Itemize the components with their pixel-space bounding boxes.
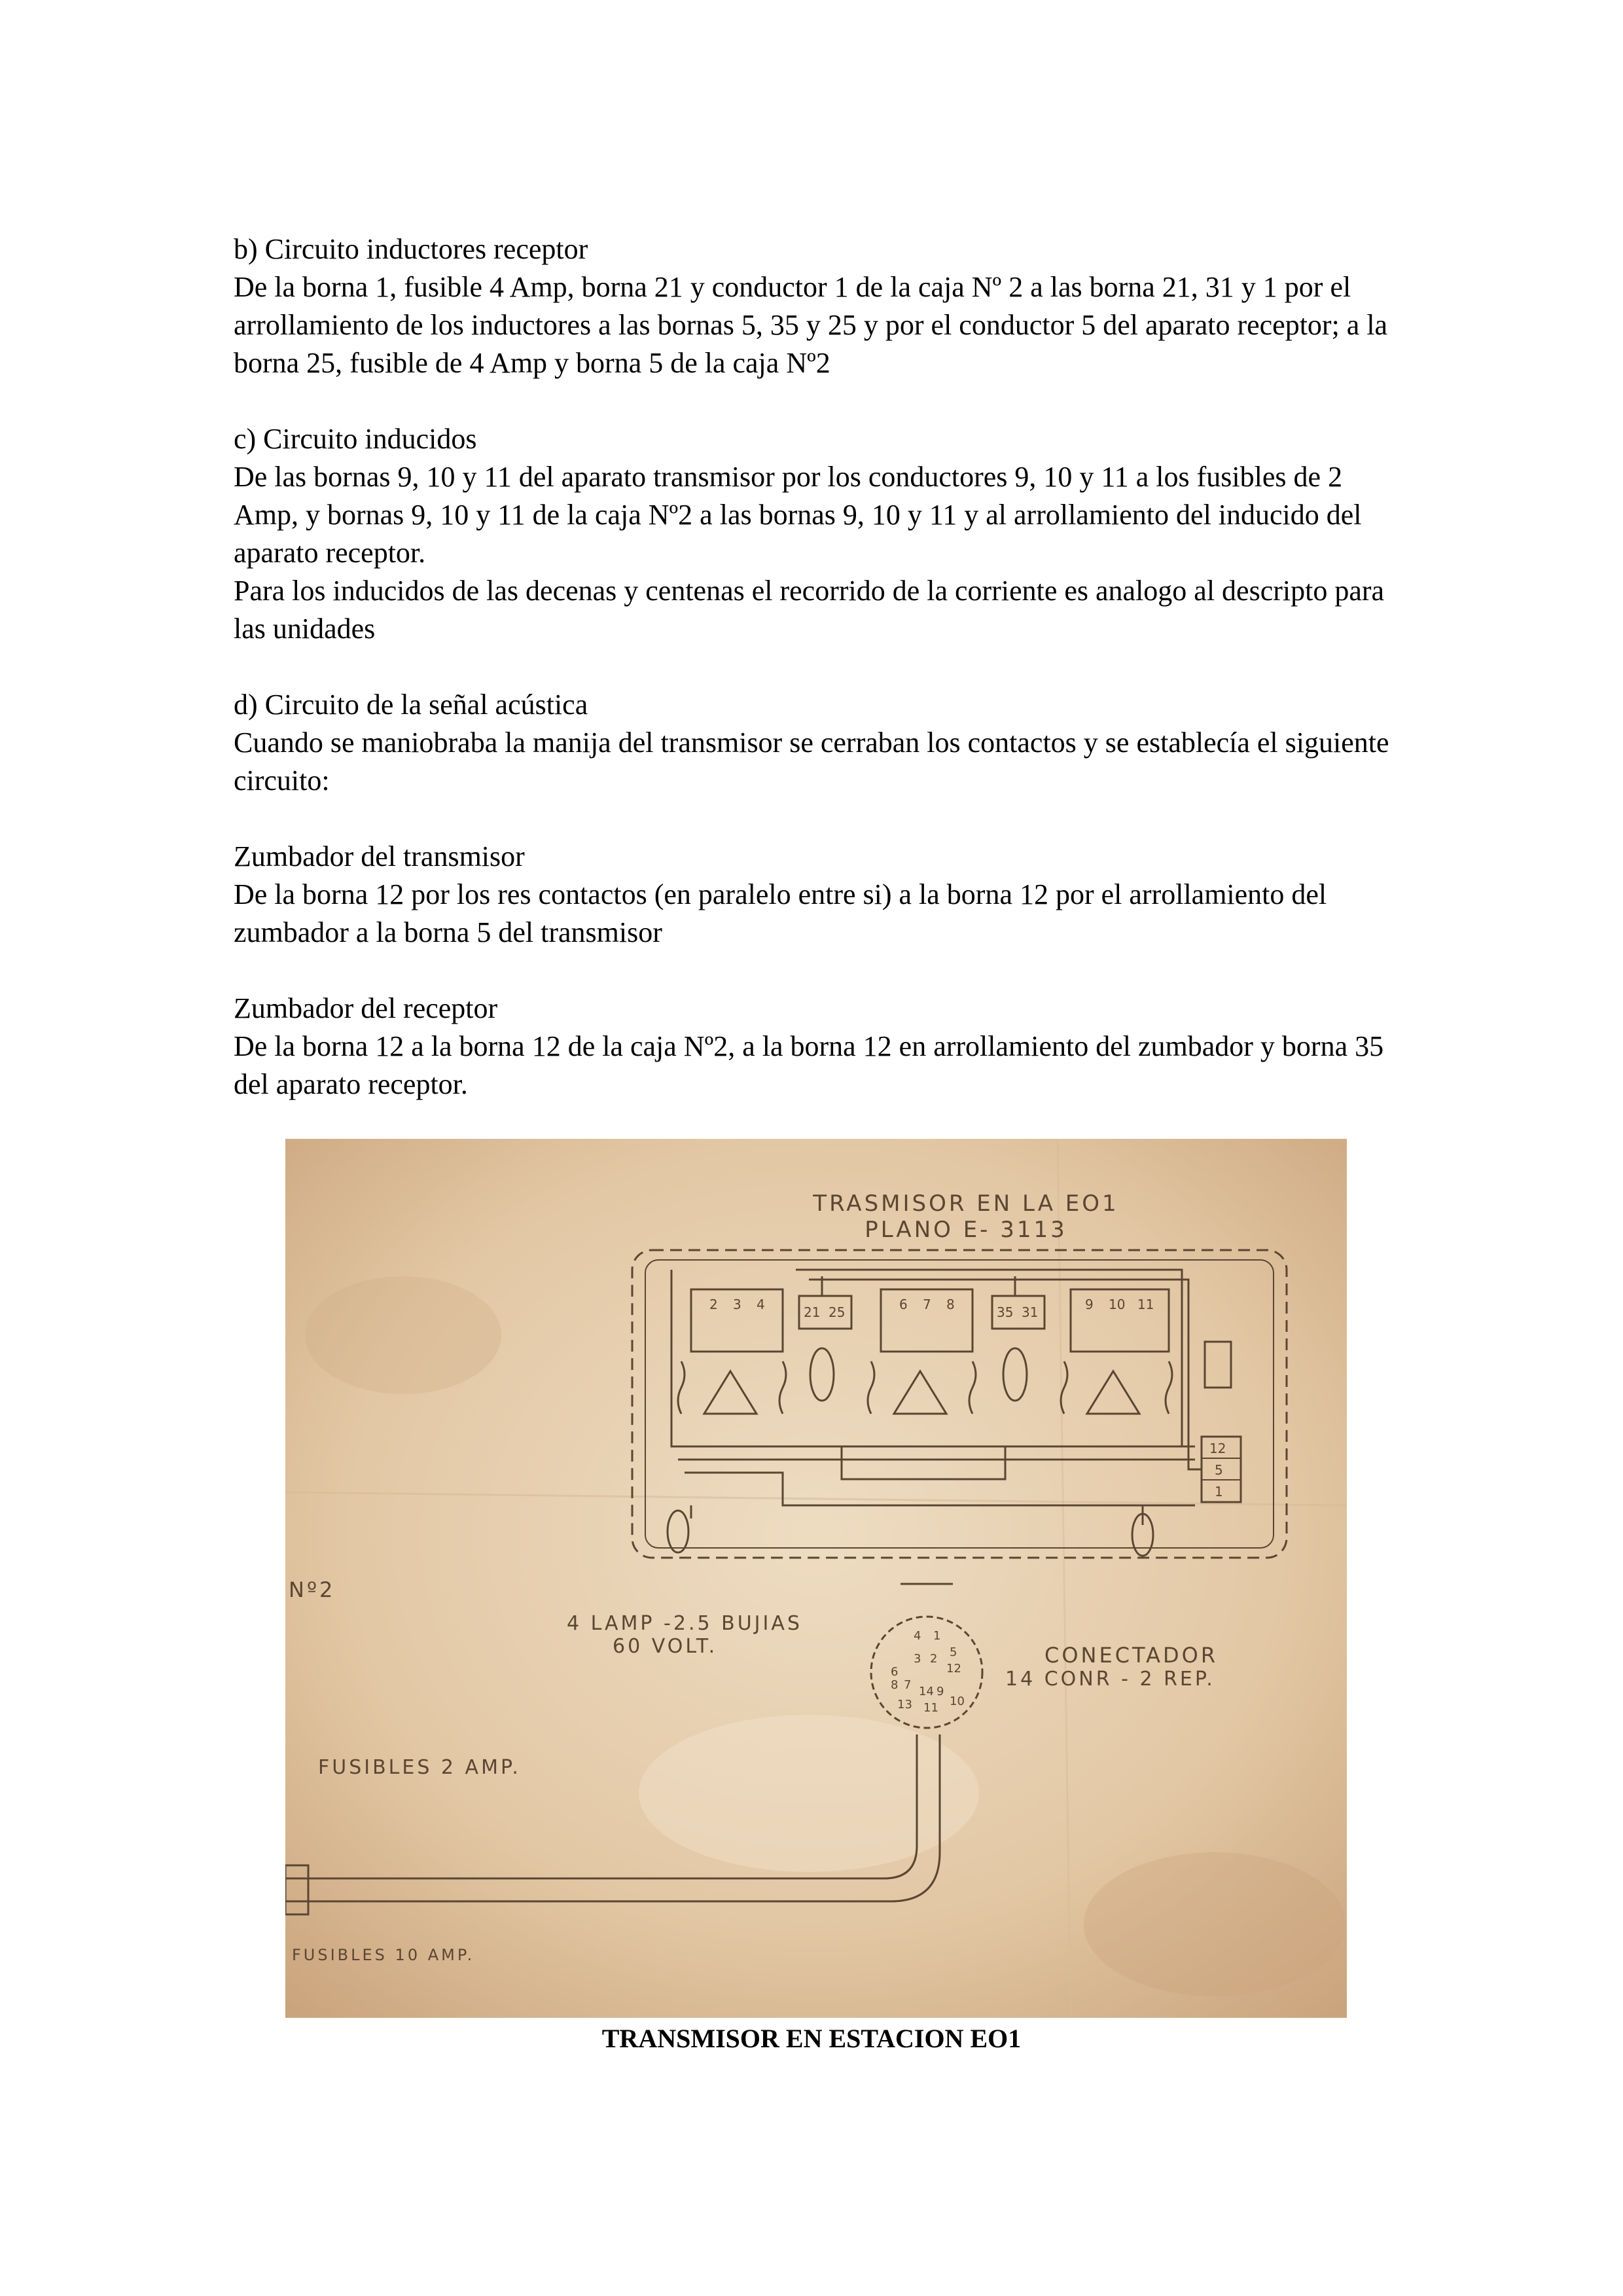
body-text bbox=[234, 230, 1412, 1141]
section-paragraph: De las bornas 9, 10 y 11 del aparato transmisor por los conductores 9, 10 y 11 a los fusibles de 2 Amp, y bornas 9, 10 y 11 de la caja Nº2 a las bornas 9, 10 y 11 y al arrollamiento del inducido del aparato receptor. bbox=[234, 461, 1362, 569]
section-inducidos bbox=[234, 420, 1412, 648]
svg-text:10: 10 bbox=[1109, 1297, 1126, 1312]
connector-pin: 8 bbox=[891, 1678, 899, 1692]
paper-stain bbox=[305, 1276, 501, 1394]
connector-label-line1: CONECTADOR bbox=[1044, 1643, 1219, 1668]
label-fuses-10amp: FUSIBLES 10 AMP. bbox=[292, 1946, 475, 1964]
svg-text:2: 2 bbox=[709, 1297, 718, 1312]
section-heading: c) Circuito inducidos bbox=[234, 423, 477, 455]
diagram-plan-number: PLANO E- 3113 bbox=[865, 1217, 1067, 1243]
lamp-spec-line2: 60 VOLT. bbox=[613, 1635, 718, 1658]
section-paragraph: Para los inducidos de las decenas y centenas el recorrido de la corriente es analogo al descripto para las unidades bbox=[234, 575, 1385, 645]
label-fuses-2amp: FUSIBLES 2 AMP. bbox=[318, 1756, 521, 1779]
connector-pin: 4 bbox=[914, 1629, 921, 1643]
svg-text:8: 8 bbox=[946, 1297, 955, 1312]
svg-text:9: 9 bbox=[1085, 1297, 1094, 1312]
connector-pin: 5 bbox=[950, 1645, 957, 1659]
connector-pin: 2 bbox=[930, 1652, 938, 1666]
figure-caption: TRANSMISOR EN ESTACION EO1 bbox=[601, 2024, 1022, 2053]
svg-text:4: 4 bbox=[757, 1297, 765, 1312]
section-heading: Zumbador del receptor bbox=[234, 992, 498, 1024]
connector-pin: 3 bbox=[914, 1652, 921, 1666]
svg-text:12: 12 bbox=[1209, 1441, 1226, 1456]
connector-pin: 1 bbox=[933, 1629, 941, 1643]
label-no2: Nº2 bbox=[289, 1577, 336, 1602]
svg-text:1: 1 bbox=[1215, 1484, 1223, 1499]
lamp-spec-line1: 4 LAMP -2.5 BUJIAS bbox=[567, 1612, 802, 1635]
section-inductores bbox=[234, 230, 1412, 382]
svg-text:3: 3 bbox=[733, 1297, 741, 1312]
connector-pin: 10 bbox=[950, 1695, 965, 1708]
wiring-diagram-svg bbox=[285, 1139, 1347, 2018]
svg-text:25: 25 bbox=[829, 1304, 846, 1320]
section-senal-acustica bbox=[234, 686, 1412, 800]
section-paragraph: De la borna 12 a la borna 12 de la caja Nº2, a la borna 12 en arrollamiento del zumbador y borna 35 del aparato receptor. bbox=[234, 1030, 1384, 1100]
connector-pin: 12 bbox=[946, 1662, 961, 1676]
svg-text:11: 11 bbox=[1137, 1297, 1154, 1312]
section-paragraph: De la borna 1, fusible 4 Amp, borna 21 y conductor 1 de la caja Nº 2 a las borna 21, 31 y 1 por el arrollamiento de los inductores a las bornas 5, 35 y 25 y por el conductor 5 del aparato receptor; a la borna 25, fusible de 4 Amp y borna 5 de la caja Nº2 bbox=[234, 271, 1388, 379]
section-heading: Zumbador del transmisor bbox=[234, 840, 525, 872]
connector-pin: 13 bbox=[897, 1698, 912, 1712]
connector-pin: 7 bbox=[904, 1678, 912, 1692]
section-heading: d) Circuito de la señal acústica bbox=[234, 689, 588, 721]
paper-stain bbox=[1084, 1852, 1346, 1996]
svg-text:35: 35 bbox=[997, 1304, 1014, 1320]
svg-text:31: 31 bbox=[1022, 1304, 1039, 1320]
connector-pin: 11 bbox=[923, 1701, 938, 1715]
section-paragraph: De la borna 12 por los res contactos (en paralelo entre si) a la borna 12 por el arrollamiento del zumbador a la borna 5 del transmisor bbox=[234, 878, 1327, 948]
connector-pin: 9 bbox=[936, 1685, 944, 1698]
section-heading: b) Circuito inductores receptor bbox=[234, 233, 588, 265]
connector-label-line2: 14 CONR - 2 REP. bbox=[1005, 1668, 1215, 1691]
wiring-diagram-photo bbox=[285, 1139, 1347, 2018]
svg-text:5: 5 bbox=[1215, 1462, 1223, 1478]
section-zumbador-transmisor bbox=[234, 838, 1412, 952]
svg-text:7: 7 bbox=[923, 1297, 931, 1312]
svg-text:21: 21 bbox=[804, 1304, 821, 1320]
section-zumbador-receptor bbox=[234, 990, 1412, 1103]
diagram-title: TRASMISOR EN LA EO1 bbox=[813, 1191, 1119, 1217]
connector-pin: 6 bbox=[891, 1665, 899, 1679]
section-paragraph: Cuando se maniobraba la manija del transmisor se cerraban los contactos y se establecía el siguiente circuito: bbox=[234, 726, 1389, 797]
svg-text:6: 6 bbox=[899, 1297, 908, 1312]
connector-pin: 14 bbox=[919, 1685, 934, 1698]
paper-stain bbox=[639, 1715, 979, 1872]
